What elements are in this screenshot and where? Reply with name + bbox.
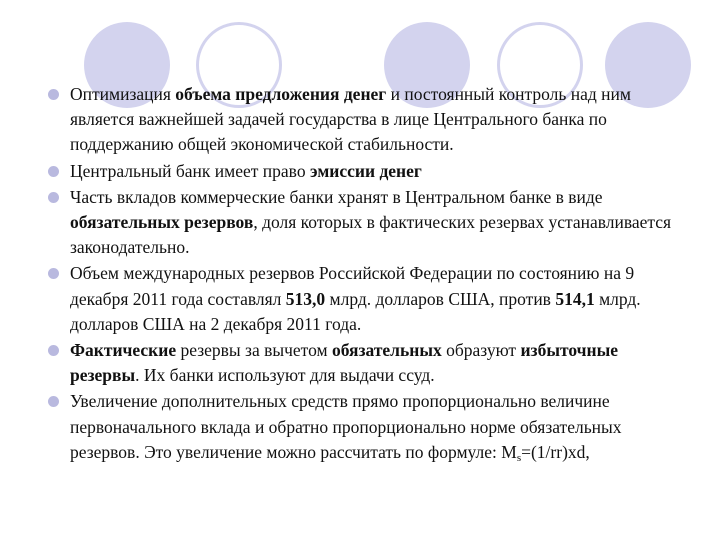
text-run: млрд. долларов США на 2 декабря 2011 года. xyxy=(70,288,641,334)
text-run: . Их банки используют для выдачи ссуд. xyxy=(135,365,435,386)
slide-content xyxy=(48,82,688,466)
bold-text: объема предложения денег xyxy=(175,84,387,104)
text-run: , доля которых в фактических резервах устанавливается законодательно. xyxy=(70,212,672,258)
subscript-text: s xyxy=(516,451,522,464)
bold-text: избыточные резервы xyxy=(70,340,619,386)
bullet-dot-icon xyxy=(48,192,59,203)
text-run: Увеличение дополнительных средств прямо пропорционально величине первоначального вклада и обратно пропорционально норме обязательных резервов. Это увеличение можно рассчитать по формуле: M xyxy=(70,391,622,462)
bullet-item xyxy=(48,338,688,388)
text-run: =(1/rr)xd, xyxy=(521,441,590,462)
bold-text: 514,1 xyxy=(555,288,595,309)
bullet-item xyxy=(48,389,688,465)
bold-text: 513,0 xyxy=(285,288,326,309)
bullet-list xyxy=(48,82,688,465)
text-run: образуют xyxy=(441,340,521,361)
bullet-dot-icon xyxy=(48,89,59,100)
bullet-dot-icon xyxy=(48,268,59,279)
bold-text: обязательных резервов xyxy=(70,212,254,233)
bullet-item xyxy=(48,185,688,261)
text-run: резервы за вычетом xyxy=(176,340,332,361)
bullet-item xyxy=(48,82,688,158)
bold-text: обязательных xyxy=(331,340,442,361)
text-run: Часть вкладов коммерческие банки хранят в Центральном банке в виде xyxy=(70,186,603,207)
bold-text: эмиссии денег xyxy=(309,160,422,181)
text-run: млрд. долларов США, против xyxy=(325,288,556,309)
bullet-dot-icon xyxy=(48,166,59,177)
text-run: Объем международных резервов Российской Федерации по состоянию на 9 декабря 2011 года составлял xyxy=(70,263,635,309)
bullet-dot-icon xyxy=(48,396,59,407)
bullet-dot-icon xyxy=(48,345,59,356)
text-run: Оптимизация xyxy=(70,84,176,104)
bullet-item xyxy=(48,261,688,337)
text-run: и постоянный контроль над ним является важнейшей задачей государства в лице Центрального банка по поддержанию общей экономической стабильности. xyxy=(70,84,631,155)
text-run: Центральный банк имеет право xyxy=(70,160,310,181)
bold-text: Фактические xyxy=(70,340,177,361)
bullet-item xyxy=(48,159,688,184)
